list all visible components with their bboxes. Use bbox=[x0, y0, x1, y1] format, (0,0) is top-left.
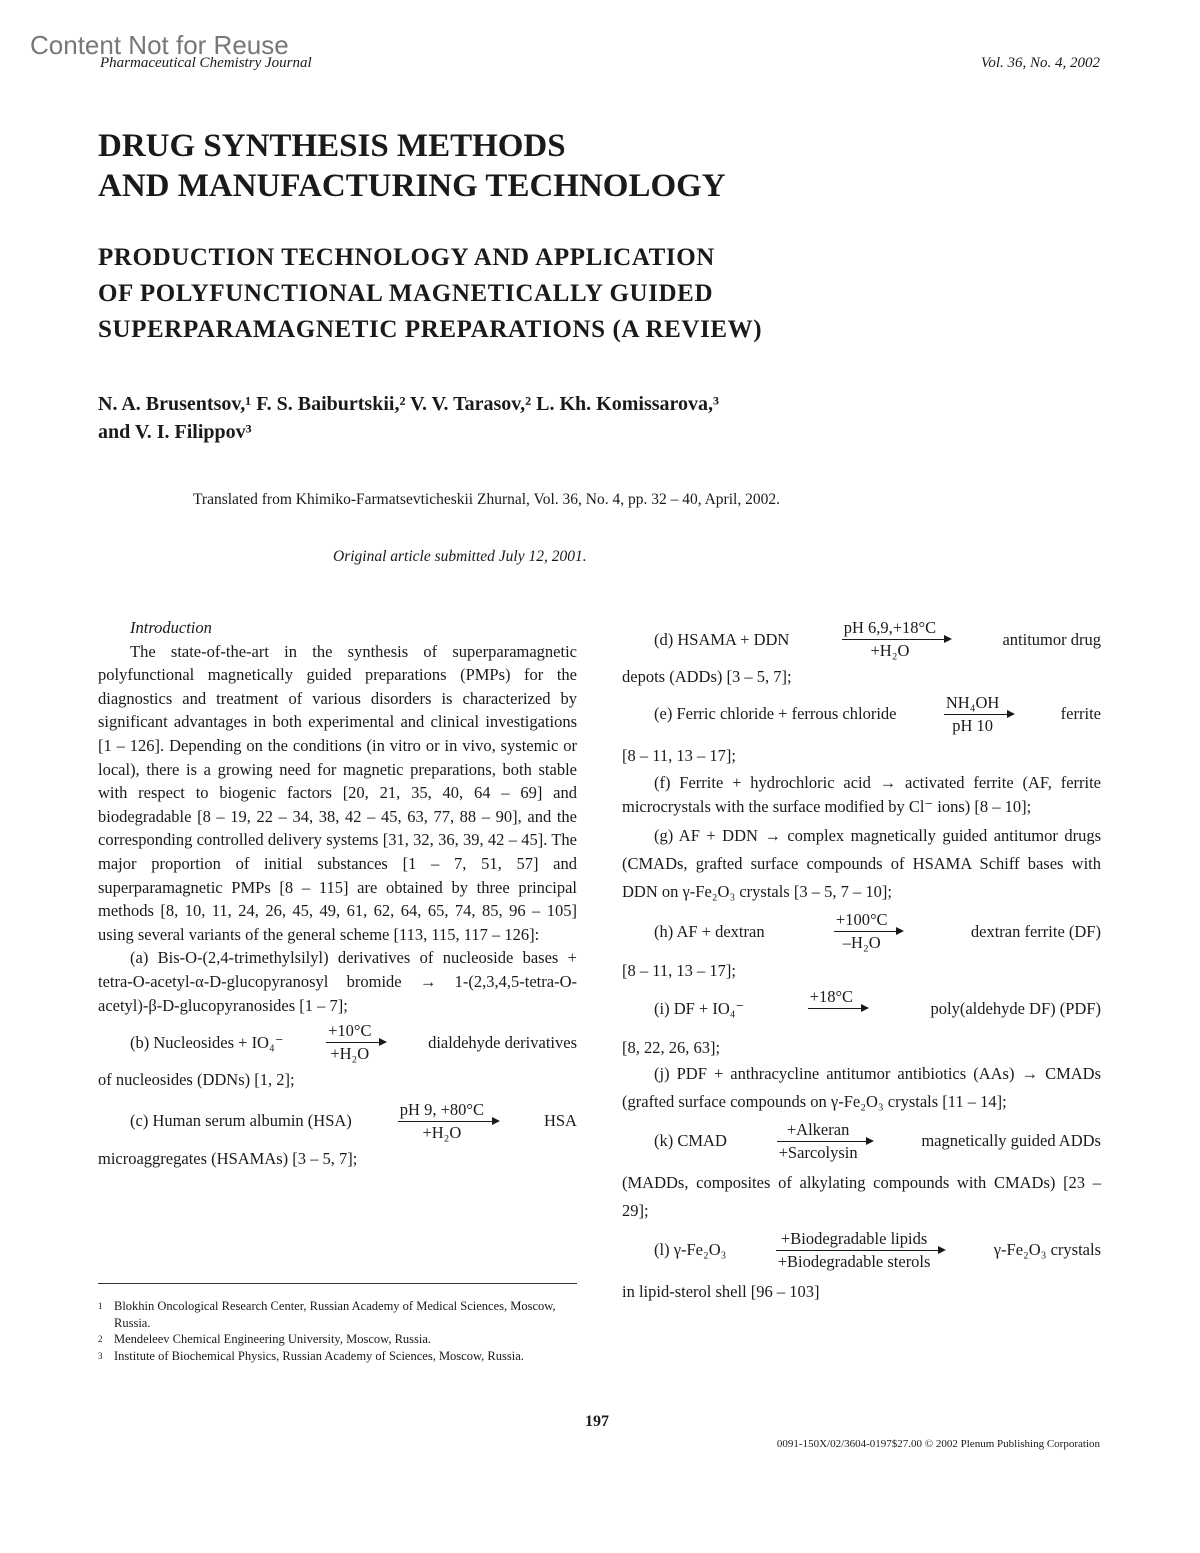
reaction-i bbox=[622, 987, 1101, 1030]
submission-date: Original article submitted July 12, 2001. bbox=[333, 548, 587, 565]
footnotes bbox=[98, 1298, 577, 1364]
reaction-arrow bbox=[808, 987, 867, 1030]
intro-paragraph: The state-of-the-art in the synthesis of superparamagnetic polyfunctional magnetically guided preparations (PMPs) for the diagnostics and treatment of various disorders is characterized by significant advantages in both experimental and clinical investigations [1 – 126]. Depending on the conditions (in vitro or in vivo, systemic or local), there is a growing need for magnetic preparations, both stable with respect to biogenic factors [20, 21, 35, 40, 64 – 69] and biodegradable [8 – 19, 22 – 34, 38, 42 – 45, 63, 77, 88 – 90], and the corresponding controlled delivery systems [31, 32, 36, 39, 42 – 45]. The major proportion of initial substances [1 – 7, 51, 57] and superparamagnetic PMPs [8 – 115] are obtained by three principal methods [8, 10, 11, 24, 26, 45, 49, 61, 62, 64, 65, 74, 85, 96 – 105] using several variants of the general scheme [113, 115, 117 – 126]: bbox=[98, 641, 577, 944]
product: poly(aldehyde DF) (PDF) bbox=[930, 998, 1101, 1018]
footnote-text: Mendeleev Chemical Engineering University, Moscow, Russia. bbox=[114, 1332, 432, 1346]
intro-heading: Introduction bbox=[130, 618, 212, 637]
reaction-b bbox=[98, 1021, 577, 1064]
arrow-condition-bottom: +Sarcolysin bbox=[778, 1142, 858, 1162]
reaction-c-cont: microaggregates (HSAMAs) [3 – 5, 7]; bbox=[98, 1148, 358, 1168]
reaction-arrow bbox=[777, 1120, 872, 1163]
footnote bbox=[98, 1348, 577, 1365]
title-line: PRODUCTION TECHNOLOGY AND APPLICATION bbox=[98, 244, 715, 271]
arrow-condition-bottom bbox=[827, 1010, 847, 1030]
reaction-i-cont: [8, 22, 26, 63]; bbox=[622, 1037, 721, 1057]
translation-note: Translated from Khimiko-Farmatsevticheskii Zhurnal, Vol. 36, No. 4, pp. 32 – 40, April, 2002. bbox=[193, 491, 780, 508]
reaction-c bbox=[98, 1100, 577, 1143]
product: HSA bbox=[543, 1111, 577, 1131]
reaction-d bbox=[622, 618, 1101, 661]
section-line: AND MANUFACTURING TECHNOLOGY bbox=[98, 168, 726, 204]
arrow-condition-bottom: –H₂O bbox=[842, 933, 881, 953]
reaction-h bbox=[622, 910, 1101, 953]
reaction-k-cont: (MADDs, composites of alkylating compounds with CMADs) [23 – 29]; bbox=[622, 1172, 1101, 1220]
reactants: (i) DF + IO₄⁻ bbox=[654, 998, 745, 1018]
reactants: (d) HSAMA + DDN bbox=[654, 629, 790, 649]
journal-name: Pharmaceutical Chemistry Journal bbox=[100, 55, 312, 71]
reaction-arrow bbox=[776, 1229, 945, 1272]
reaction-f: (f) Ferrite + hydrochloric acid → activated ferrite (AF, ferrite microcrystals with the surface modified by Cl⁻ ions) [8 – 10]; bbox=[622, 773, 1101, 816]
arrow-condition-top: +10°C bbox=[328, 1021, 372, 1041]
reactants: (c) Human serum albumin (HSA) bbox=[130, 1111, 352, 1131]
left-column bbox=[98, 616, 577, 1170]
product: ferrite bbox=[1060, 704, 1101, 724]
reaction-arrow bbox=[398, 1100, 498, 1143]
reaction-arrow bbox=[842, 618, 950, 661]
reaction-k bbox=[622, 1120, 1101, 1163]
reaction-b-cont: of nucleosides (DDNs) [1, 2]; bbox=[98, 1070, 295, 1090]
arrow-condition-top: pH 9, +80°C bbox=[399, 1099, 484, 1119]
arrow-condition-bottom: +Biodegradable sterols bbox=[777, 1251, 931, 1271]
arrow-condition-top: +Alkeran bbox=[786, 1119, 850, 1139]
product: γ-Fe₂O₃ crystals bbox=[993, 1240, 1101, 1260]
authors bbox=[98, 390, 719, 446]
title-line: OF POLYFUNCTIONAL MAGNETICALLY GUIDED bbox=[98, 280, 714, 307]
reactants: (l) γ-Fe₂O₃ bbox=[654, 1240, 727, 1260]
watermark: Content Not for Reuse bbox=[30, 30, 289, 60]
section-heading bbox=[98, 126, 726, 206]
footnote-number: 3 bbox=[98, 1350, 103, 1361]
arrow-condition-bottom: +H₂O bbox=[422, 1122, 462, 1142]
reaction-arrow bbox=[326, 1021, 385, 1064]
article-title bbox=[98, 240, 762, 348]
right-column bbox=[622, 614, 1101, 1303]
copyright: 0091-150X/02/3604-0197$27.00 © 2002 Plenum Publishing Corporation bbox=[776, 1438, 1100, 1450]
reaction-j: (j) PDF + anthracycline antitumor antibiotics (AAs) → CMADs (grafted surface compounds on γ-Fe₂O₃ crystals [11 – 14]; bbox=[622, 1063, 1101, 1111]
product: dialdehyde derivatives bbox=[428, 1032, 577, 1052]
arrow-condition-top: +100°C bbox=[835, 910, 888, 930]
title-line: SUPERPARAMAGNETIC PREPARATIONS (A REVIEW) bbox=[98, 316, 763, 343]
footnote-divider bbox=[98, 1283, 577, 1284]
reaction-e bbox=[622, 693, 1101, 736]
page-number: 197 bbox=[585, 1413, 609, 1430]
reactants: (e) Ferric chloride + ferrous chloride bbox=[654, 704, 897, 724]
arrow-condition-bottom: +H₂O bbox=[330, 1044, 370, 1064]
product: magnetically guided ADDs bbox=[921, 1131, 1101, 1151]
arrow-condition-top: +18°C bbox=[809, 986, 854, 1006]
product: dextran ferrite (DF) bbox=[970, 922, 1101, 942]
reaction-l-cont: in lipid-sterol shell [96 – 103] bbox=[622, 1281, 820, 1301]
arrow-condition-top: pH 6,9,+18°C bbox=[843, 618, 937, 637]
authors-line: and V. I. Filippov³ bbox=[98, 421, 252, 443]
footnote-number: 2 bbox=[98, 1334, 103, 1344]
reaction-arrow bbox=[834, 910, 902, 953]
reaction-arrow bbox=[944, 693, 1013, 736]
section-line: DRUG SYNTHESIS METHODS bbox=[98, 128, 566, 164]
footnote-number: 1 bbox=[98, 1301, 103, 1311]
footnote-text: Blokhin Oncological Research Center, Russian Academy of Medical Sciences, Moscow, Russia. bbox=[114, 1299, 556, 1330]
volume-info: Vol. 36, No. 4, 2002 bbox=[980, 55, 1100, 71]
reactants: (b) Nucleosides + IO₄⁻ bbox=[130, 1032, 284, 1052]
reaction-e-cont: [8 – 11, 13 – 17]; bbox=[622, 745, 736, 765]
reaction-h-cont: [8 – 11, 13 – 17]; bbox=[622, 961, 736, 981]
reaction-a: (a) Bis-O-(2,4-trimethylsilyl) derivatives of nucleoside bases + tetra-O-acetyl-α-D-glucopyranosyl bromide → 1-(2,3,4,5-tetra-O-acetyl)-β-D-glucopyranosides [1 – 7]; bbox=[98, 948, 577, 1015]
arrow-condition-top: NH₄OH bbox=[945, 692, 1000, 712]
footnote bbox=[98, 1298, 577, 1331]
reactants: (h) AF + dextran bbox=[654, 922, 765, 942]
reactants: (k) CMAD bbox=[654, 1131, 727, 1151]
product: antitumor drug bbox=[1002, 629, 1101, 649]
footnote bbox=[98, 1331, 577, 1348]
arrow-condition-bottom: +H₂O bbox=[870, 641, 910, 660]
footnote-text: Institute of Biochemical Physics, Russian Academy of Sciences, Moscow, Russia. bbox=[114, 1348, 524, 1363]
arrow-condition-bottom: pH 10 bbox=[952, 715, 993, 735]
reaction-g: (g) AF + DDN → complex magnetically guided antitumor drugs (CMADs, grafted surface compounds of HSAMA Schiff bases with DDN on γ-Fe₂O₃ crystals [3 – 5, 7 – 10]; bbox=[622, 826, 1101, 902]
reaction-d-cont: depots (ADDs) [3 – 5, 7]; bbox=[622, 667, 792, 686]
authors-line: N. A. Brusentsov,¹ F. S. Baiburtskii,² V. V. Tarasov,² L. Kh. Komissarova,³ bbox=[98, 393, 720, 415]
arrow-condition-top: +Biodegradable lipids bbox=[780, 1228, 928, 1248]
reaction-l bbox=[622, 1229, 1101, 1272]
